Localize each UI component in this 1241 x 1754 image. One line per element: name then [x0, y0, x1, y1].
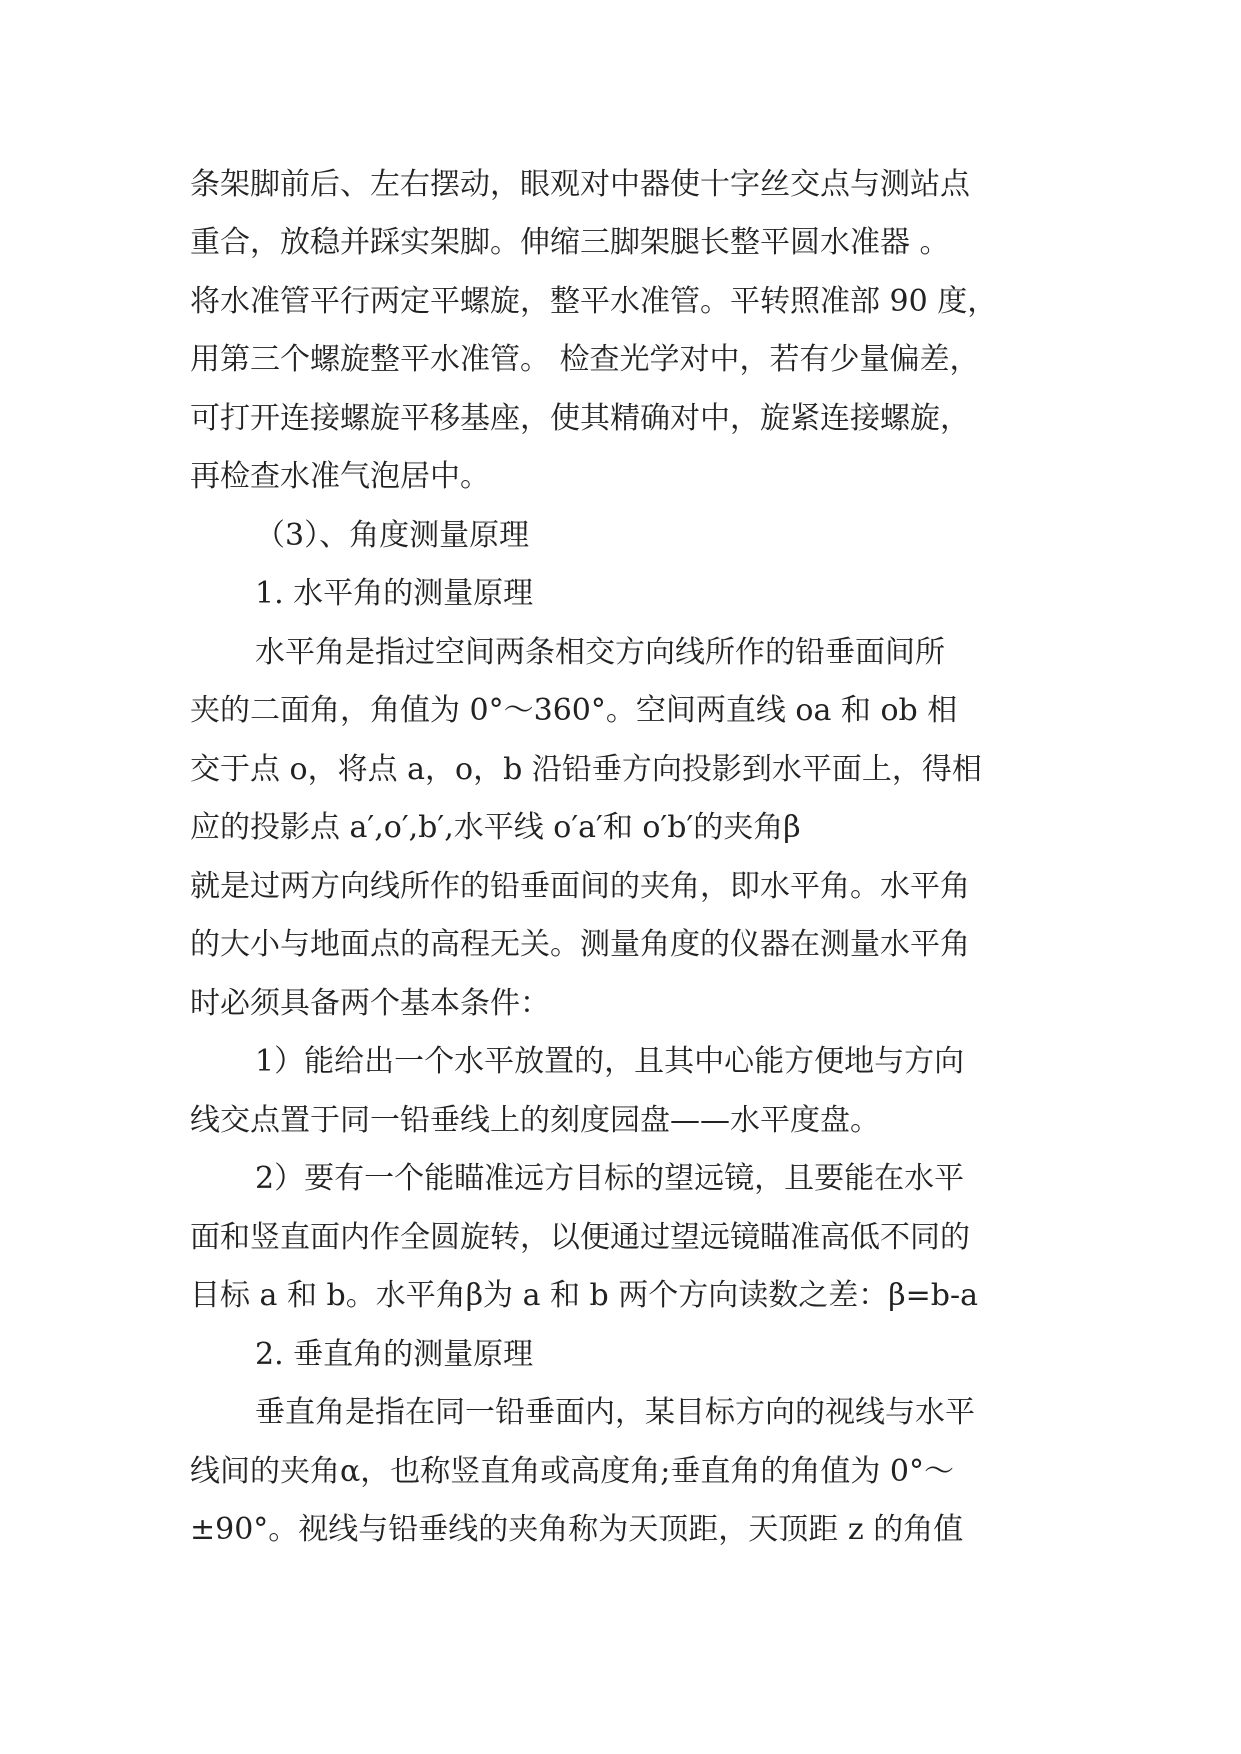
subsection-heading: 2. 垂直角的测量原理 — [255, 1337, 534, 1372]
text-line: 线间的夹角α，也称竖直角或高度角;垂直角的角值为 0°～ — [190, 1454, 954, 1489]
paragraph-start-line: 垂直角是指在同一铅垂面内，某目标方向的视线与水平 — [255, 1395, 975, 1430]
text-line: 线交点置于同一铅垂线上的刻度园盘——水平度盘。 — [190, 1103, 880, 1138]
subsection-heading: 1. 水平角的测量原理 — [255, 576, 534, 611]
text-line: 应的投影点 a′,o′,b′,水平线 o′a′和 o′b′的夹角β — [190, 810, 801, 845]
text-line: 时必须具备两个基本条件： — [190, 986, 550, 1021]
text-line: 用第三个螺旋整平水准管。 检查光学对中，若有少量偏差， — [190, 342, 980, 377]
text-line: 条架脚前后、左右摆动，眼观对中器使十字丝交点与测站点 — [190, 167, 970, 202]
text-line: 面和竖直面内作全圆旋转，以便通过望远镜瞄准高低不同的 — [190, 1220, 970, 1255]
text-line: 目标 a 和 b。水平角β为 a 和 b 两个方向读数之差：β=b-a — [190, 1278, 978, 1313]
text-line: 的大小与地面点的高程无关。测量角度的仪器在测量水平角 — [190, 927, 970, 962]
text-line: 夹的二面角，角值为 0°～360°。空间两直线 oa 和 ob 相 — [190, 693, 958, 728]
text-line: 再检查水准气泡居中。 — [190, 459, 490, 494]
text-line: 重合，放稳并踩实架脚。伸缩三脚架腿长整平圆水准器 。 — [190, 225, 950, 260]
list-item-line: 1）能给出一个水平放置的，且其中心能方便地与方向 — [255, 1044, 965, 1079]
text-line: 就是过两方向线所作的铅垂面间的夹角，即水平角。水平角 — [190, 869, 970, 904]
text-line: 将水准管平行两定平螺旋，整平水准管。平转照准部 90 度， — [190, 284, 998, 319]
section-heading: （3）、角度测量原理 — [255, 518, 530, 553]
text-line: 交于点 o，将点 a，o，b 沿铅垂方向投影到水平面上，得相 — [190, 752, 982, 787]
text-line: ±90°。视线与铅垂线的夹角称为天顶距，天顶距 z 的角值 — [190, 1512, 964, 1547]
paragraph-start-line: 水平角是指过空间两条相交方向线所作的铅垂面间所 — [255, 635, 945, 670]
text-line: 可打开连接螺旋平移基座，使其精确对中，旋紧连接螺旋， — [190, 401, 970, 436]
list-item-line: 2）要有一个能瞄准远方目标的望远镜，且要能在水平 — [255, 1161, 965, 1196]
